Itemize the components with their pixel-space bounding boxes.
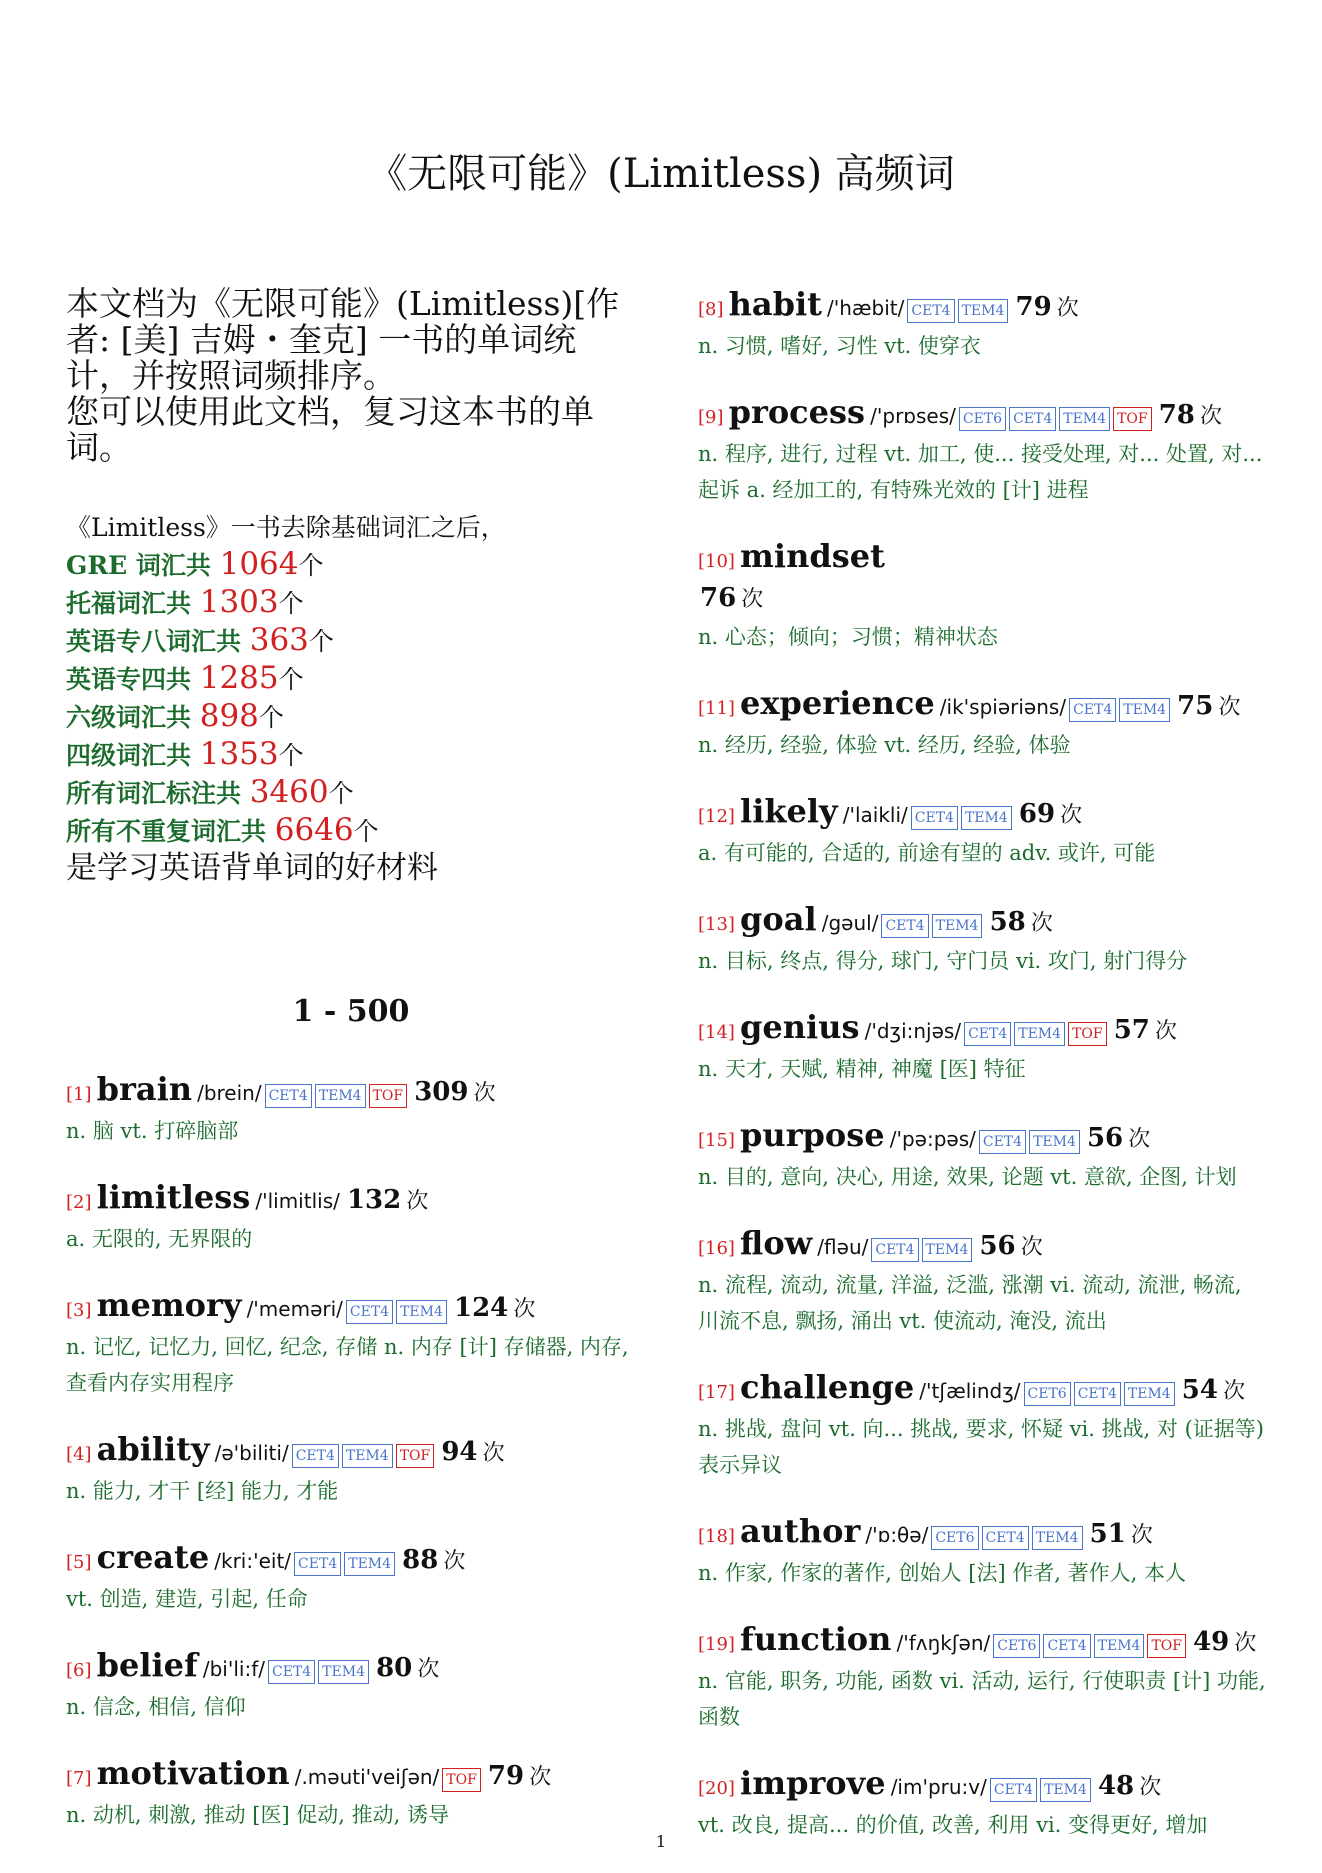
- exam-tag: CET4: [964, 1022, 1011, 1046]
- entry-index: [13]: [698, 914, 735, 935]
- word-entry: [698, 685, 1268, 763]
- count-suffix: 次: [1020, 1235, 1043, 1260]
- stat-value: 1353: [199, 736, 279, 772]
- exam-tag: TOF: [369, 1084, 408, 1108]
- stat-label: 六级词汇共: [66, 703, 200, 732]
- stats-footer: 是学习英语背单词的好材料: [66, 850, 438, 886]
- entry-phonetic: /'meməri/: [246, 1297, 343, 1321]
- entry-head: [698, 901, 1268, 943]
- count-suffix: 次: [417, 1657, 440, 1682]
- exam-tag: TEM4: [1040, 1778, 1091, 1802]
- count-suffix: 次: [1060, 803, 1083, 828]
- word-entry: [698, 793, 1268, 871]
- count-suffix: 次: [1199, 404, 1222, 429]
- word-entry: [698, 1117, 1268, 1195]
- entry-index: [3]: [66, 1300, 92, 1321]
- word-entry: [698, 538, 1268, 655]
- count-suffix: 次: [406, 1189, 429, 1214]
- entry-definition: n. 动机, 刺激, 推动 [医] 促动, 推动, 诱导: [66, 1803, 450, 1827]
- exam-tag: CET4: [268, 1660, 315, 1684]
- stat-label: 托福词汇共: [66, 589, 200, 618]
- entry-count: 79: [1015, 292, 1052, 322]
- entry-index: [20]: [698, 1778, 735, 1799]
- entry-definition: n. 经历, 经验, 体验 vt. 经历, 经验, 体验: [698, 733, 1071, 757]
- stat-unit: 个: [258, 703, 284, 732]
- entry-word: author: [740, 1512, 861, 1550]
- intro-paragraph-2: 您可以使用此文档，复习这本书的单词。: [66, 392, 594, 467]
- entry-count: 94: [441, 1437, 478, 1467]
- page-number: 1: [655, 1832, 667, 1851]
- count-suffix: 次: [1223, 1379, 1246, 1404]
- entry-count: 132: [346, 1185, 402, 1215]
- entry-count: 58: [989, 907, 1026, 937]
- stat-value: 6646: [274, 812, 354, 848]
- exam-tag: TEM4: [1059, 407, 1110, 431]
- word-entry: [66, 1071, 636, 1149]
- vocab-stats: [66, 510, 636, 886]
- exam-tag: CET6: [959, 407, 1006, 431]
- count-suffix: 次: [443, 1549, 466, 1574]
- entry-index: [17]: [698, 1382, 735, 1403]
- entry-index: [15]: [698, 1130, 735, 1151]
- entry-word: experience: [740, 684, 935, 722]
- exam-tag: TEM4: [1032, 1526, 1083, 1550]
- entry-word: genius: [740, 1008, 860, 1046]
- stats-list: [66, 546, 636, 850]
- exam-tag: TEM4: [1029, 1130, 1080, 1154]
- entry-word: memory: [96, 1286, 242, 1324]
- stat-line: [66, 736, 636, 774]
- word-entry: [698, 394, 1268, 508]
- word-entry: [66, 1431, 636, 1509]
- stat-line: [66, 660, 636, 698]
- entry-phonetic: /'limitlis/: [255, 1189, 340, 1213]
- stat-line: [66, 812, 636, 850]
- stat-label: GRE 词汇共: [66, 551, 220, 580]
- entry-head: [66, 1539, 636, 1581]
- entry-phonetic: /brein/: [197, 1081, 262, 1105]
- entry-index: [9]: [698, 407, 724, 428]
- stat-label: 英语专四共: [66, 665, 200, 694]
- exam-tag: TOF: [442, 1768, 481, 1792]
- entry-head: [698, 538, 1268, 619]
- entry-word: mindset: [740, 537, 885, 575]
- exam-tag: CET6: [1024, 1382, 1071, 1406]
- entry-count: 80: [376, 1653, 413, 1683]
- entry-count: 88: [402, 1545, 439, 1575]
- exam-tag: TEM4: [1094, 1634, 1145, 1658]
- entry-head: [698, 1513, 1268, 1555]
- entry-index: [11]: [698, 698, 735, 719]
- entry-index: [7]: [66, 1768, 92, 1789]
- word-entry: [698, 286, 1268, 364]
- stat-unit: 个: [278, 665, 304, 694]
- stat-label: 所有不重复词汇共: [66, 817, 275, 846]
- stat-unit: 个: [278, 589, 304, 618]
- entry-phonetic: /ə'biliti/: [214, 1441, 289, 1465]
- count-suffix: 次: [1154, 1019, 1177, 1044]
- exam-tag: CET4: [294, 1552, 341, 1576]
- exam-tag: TEM4: [958, 299, 1009, 323]
- entry-index: [4]: [66, 1444, 92, 1465]
- entry-count: 56: [979, 1231, 1016, 1261]
- exam-tag: CET4: [292, 1444, 339, 1468]
- word-entry: [698, 1621, 1268, 1735]
- entry-count: 309: [414, 1077, 469, 1107]
- entry-definition: n. 心态；倾向；习惯；精神状态: [698, 625, 998, 649]
- entry-phonetic: /'ɒ:θə/: [865, 1523, 929, 1547]
- exam-tag: TOF: [1068, 1022, 1107, 1046]
- entry-definition: a. 无限的, 无界限的: [66, 1227, 253, 1251]
- entry-phonetic: /'hæbit/: [827, 296, 905, 320]
- exam-tag: TEM4: [342, 1444, 393, 1468]
- word-entry: [698, 901, 1268, 979]
- exam-tag: CET4: [1043, 1634, 1090, 1658]
- exam-tag: TEM4: [932, 914, 983, 938]
- entry-count: 57: [1113, 1015, 1150, 1045]
- exam-tag: TEM4: [1124, 1382, 1175, 1406]
- stats-header: 《Limitless》一书去除基础词汇之后，: [66, 513, 506, 542]
- entry-head: [66, 1647, 636, 1689]
- entry-word: limitless: [96, 1178, 251, 1216]
- entry-definition: n. 记忆, 记忆力, 回忆, 纪念, 存储 n. 内存 [计] 存储器, 内存, 查看内存实用程序: [66, 1335, 629, 1395]
- entry-index: [2]: [66, 1192, 92, 1213]
- entry-definition: n. 目标, 终点, 得分, 球门, 守门员 vi. 攻门, 射门得分: [698, 949, 1188, 973]
- exam-tag: CET4: [871, 1238, 918, 1262]
- entry-count: 56: [1086, 1123, 1124, 1153]
- entry-count: 48: [1097, 1771, 1135, 1801]
- count-suffix: 次: [1218, 695, 1241, 720]
- count-suffix: 次: [529, 1765, 552, 1790]
- stat-label: 所有词汇标注共: [66, 779, 250, 808]
- count-suffix: 次: [741, 587, 764, 612]
- entry-head: [66, 1179, 636, 1221]
- stat-line: [66, 698, 636, 736]
- count-suffix: 次: [1139, 1775, 1162, 1800]
- entry-word: challenge: [740, 1368, 915, 1406]
- stat-label: 四级词汇共: [66, 741, 200, 770]
- entry-phonetic: /.məuti'veiʃən/: [294, 1765, 440, 1789]
- range-heading: 1 - 500: [292, 994, 410, 1029]
- exam-tag: TEM4: [396, 1300, 447, 1324]
- page-title: 《无限可能》(Limitless) 高频词: [367, 151, 955, 197]
- stat-unit: 个: [308, 627, 334, 656]
- exam-tag: CET4: [1069, 698, 1116, 722]
- stat-value: 1303: [199, 584, 279, 620]
- entry-definition: n. 脑 vt. 打碎脑部: [66, 1119, 239, 1143]
- entry-word: purpose: [740, 1116, 885, 1154]
- entry-phonetic: /bi'li:f/: [202, 1657, 265, 1681]
- count-suffix: 次: [513, 1297, 536, 1322]
- entry-head: [698, 286, 1268, 328]
- word-entry: [698, 1225, 1268, 1339]
- exam-tag: CET4: [1074, 1382, 1121, 1406]
- exam-tag: CET4: [265, 1084, 312, 1108]
- entry-definition: vt. 创造, 建造, 引起, 任命: [66, 1587, 308, 1611]
- entry-phonetic: /im'pru:v/: [890, 1775, 987, 1799]
- entry-head: [698, 1621, 1268, 1663]
- entry-index: [19]: [698, 1634, 735, 1655]
- entry-head: [698, 1225, 1268, 1267]
- entry-phonetic: /'dʒi:njəs/: [864, 1019, 962, 1043]
- exam-tag: CET6: [931, 1526, 978, 1550]
- count-suffix: 次: [1030, 911, 1053, 936]
- entry-word: motivation: [96, 1754, 290, 1792]
- exam-tag: CET4: [881, 914, 928, 938]
- exam-tag: CET4: [990, 1778, 1037, 1802]
- entry-word: brain: [96, 1070, 192, 1108]
- entry-head: [66, 1287, 636, 1329]
- entry-count: 78: [1158, 400, 1195, 430]
- exam-tag: TOF: [396, 1444, 435, 1468]
- count-suffix: 次: [1056, 296, 1079, 321]
- entry-definition: n. 天才, 天赋, 精神, 神魔 [医] 特征: [698, 1057, 1026, 1081]
- stat-line: [66, 584, 636, 622]
- entry-count: 124: [453, 1293, 509, 1323]
- entry-index: [1]: [66, 1084, 92, 1105]
- entry-word: likely: [740, 792, 838, 830]
- word-entry: [698, 1009, 1268, 1087]
- exam-tag: TOF: [1113, 407, 1152, 431]
- exam-tag: TOF: [1147, 1634, 1186, 1658]
- entry-definition: n. 信念, 相信, 信仰: [66, 1695, 246, 1719]
- entry-index: [18]: [698, 1526, 735, 1547]
- entry-phonetic: /ik'spiəriəns/: [939, 695, 1067, 719]
- entry-head: [698, 1117, 1268, 1159]
- count-suffix: 次: [1130, 1523, 1153, 1548]
- entries-right: [698, 286, 1268, 1843]
- stat-line: [66, 622, 636, 660]
- exam-tag: TEM4: [1014, 1022, 1065, 1046]
- exam-tag: CET4: [907, 299, 954, 323]
- entry-index: [6]: [66, 1660, 92, 1681]
- entry-head: [698, 1369, 1268, 1411]
- count-suffix: 次: [1234, 1631, 1257, 1656]
- entry-word: create: [96, 1538, 210, 1576]
- entry-definition: n. 官能, 职务, 功能, 函数 vi. 活动, 运行, 行使职责 [计] 功能, 函数: [698, 1669, 1266, 1729]
- entry-word: process: [728, 393, 866, 431]
- entry-definition: vt. 改良, 提高... 的价值, 改善, 利用 vi. 变得更好, 增加: [698, 1813, 1208, 1837]
- count-suffix: 次: [473, 1081, 496, 1106]
- entry-count: 76: [700, 583, 737, 613]
- stat-unit: 个: [328, 779, 354, 808]
- entry-head: [698, 1765, 1268, 1807]
- entry-definition: n. 挑战, 盘问 vt. 向... 挑战, 要求, 怀疑 vi. 挑战, 对 (证据等) 表示异议: [698, 1417, 1264, 1477]
- exam-tag: TEM4: [315, 1084, 366, 1108]
- entry-phonetic: /'tʃælindʒ/: [919, 1379, 1021, 1403]
- entry-head: [66, 1071, 636, 1113]
- stat-label: 英语专八词汇共: [66, 627, 250, 656]
- entry-phonetic: /fləu/: [817, 1235, 869, 1259]
- stat-unit: 个: [353, 817, 379, 846]
- right-column: [698, 286, 1268, 1873]
- word-entry: [698, 1513, 1268, 1591]
- count-suffix: 次: [482, 1441, 505, 1466]
- entry-head: [698, 685, 1268, 727]
- entry-definition: a. 有可能的, 合适的, 前途有望的 adv. 或许, 可能: [698, 841, 1156, 865]
- word-entry: [66, 1287, 636, 1401]
- entry-index: [10]: [698, 551, 735, 572]
- stat-value: 363: [249, 622, 309, 658]
- entry-head: [698, 1009, 1268, 1051]
- stat-line: [66, 774, 636, 812]
- stat-value: 3460: [249, 774, 329, 810]
- exam-tag: TEM4: [1119, 698, 1170, 722]
- intro-paragraph: 本文档为《无限可能》(Limitless)[作者: [美] 吉姆・奎克] 一书的单词统计，并按照词频排序。: [66, 284, 620, 395]
- entry-count: 79: [487, 1761, 525, 1791]
- exam-tag: CET4: [982, 1526, 1029, 1550]
- count-suffix: 次: [1128, 1127, 1151, 1152]
- entry-definition: n. 流程, 流动, 流量, 洋溢, 泛滥, 涨潮 vi. 流动, 流泄, 畅流, 川流不息, 飘扬, 涌出 vt. 使流动, 淹没, 流出: [698, 1273, 1242, 1333]
- entry-count: 75: [1177, 691, 1214, 721]
- word-entry: [698, 1369, 1268, 1483]
- entry-head: [698, 793, 1268, 835]
- entry-index: [12]: [698, 806, 735, 827]
- stat-value: 1285: [199, 660, 279, 696]
- stat-value: 898: [199, 698, 259, 734]
- entry-word: ability: [96, 1430, 210, 1468]
- exam-tag: CET4: [911, 806, 958, 830]
- entry-count: 69: [1018, 799, 1056, 829]
- exam-tag: TEM4: [961, 806, 1012, 830]
- stat-value: 1064: [219, 546, 299, 582]
- exam-tag: CET4: [346, 1300, 393, 1324]
- stat-line: [66, 546, 636, 584]
- entry-word: improve: [740, 1764, 886, 1802]
- word-entry: [66, 1647, 636, 1725]
- exam-tag: CET4: [979, 1130, 1026, 1154]
- left-column: [66, 286, 636, 1863]
- entry-index: [8]: [698, 299, 724, 320]
- entry-definition: n. 目的, 意向, 决心, 用途, 效果, 论题 vt. 意欲, 企图, 计划: [698, 1165, 1237, 1189]
- exam-tag: CET6: [993, 1634, 1040, 1658]
- entry-count: 54: [1181, 1375, 1218, 1405]
- entry-word: function: [740, 1620, 892, 1658]
- entry-phonetic: /'fʌŋkʃən/: [896, 1631, 991, 1655]
- entry-head: [698, 394, 1268, 436]
- entry-word: flow: [740, 1224, 813, 1262]
- word-entry: [66, 1755, 636, 1833]
- entry-head: [66, 1431, 636, 1473]
- entry-index: [5]: [66, 1552, 92, 1573]
- exam-tag: TEM4: [318, 1660, 369, 1684]
- entry-phonetic: /gəul/: [821, 911, 879, 935]
- exam-tag: CET4: [1009, 407, 1056, 431]
- entry-index: [16]: [698, 1238, 735, 1259]
- entry-phonetic: /'pə:pəs/: [889, 1127, 976, 1151]
- entry-phonetic: /'prɒses/: [870, 404, 956, 428]
- entry-index: [14]: [698, 1022, 735, 1043]
- word-entry: [66, 1179, 636, 1257]
- word-entry: [66, 1539, 636, 1617]
- entry-word: goal: [740, 900, 817, 938]
- entry-word: habit: [728, 285, 822, 323]
- stat-unit: 个: [298, 551, 324, 580]
- exam-tag: TEM4: [344, 1552, 395, 1576]
- exam-tag: TEM4: [922, 1238, 973, 1262]
- entry-definition: n. 作家, 作家的著作, 创始人 [法] 作者, 著作人, 本人: [698, 1561, 1187, 1585]
- intro-text: [66, 286, 636, 466]
- entry-definition: n. 能力, 才干 [经] 能力, 才能: [66, 1479, 339, 1503]
- entry-count: 51: [1089, 1519, 1126, 1549]
- entry-definition: n. 习惯, 嗜好, 习性 vt. 使穿衣: [698, 334, 981, 358]
- entry-word: belief: [96, 1646, 198, 1684]
- entries-left: [66, 1071, 636, 1833]
- entry-definition: n. 程序, 进行, 过程 vt. 加工, 使... 接受处理, 对... 处置, 对... 起诉 a. 经加工的, 有特殊光效的 [计] 进程: [698, 442, 1263, 502]
- stat-unit: 个: [278, 741, 304, 770]
- entry-phonetic: /'laikli/: [842, 803, 908, 827]
- entry-count: 49: [1193, 1627, 1230, 1657]
- entry-phonetic: /kri:'eit/: [214, 1549, 292, 1573]
- entry-head: [66, 1755, 636, 1797]
